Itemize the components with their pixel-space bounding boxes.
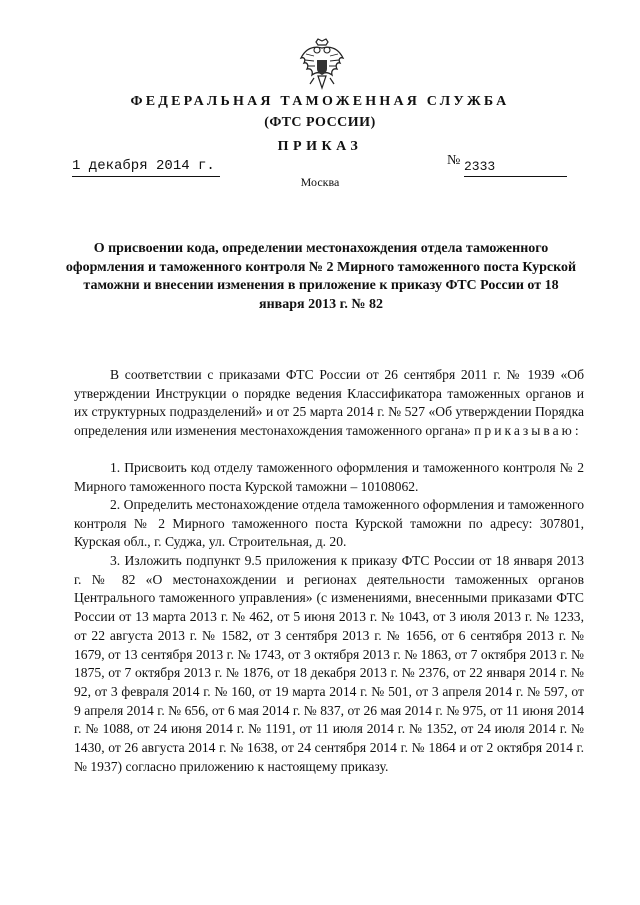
coat-of-arms-icon: [298, 38, 346, 94]
document-number: 2333: [464, 157, 567, 177]
document-date: 1 декабря 2014 г.: [72, 157, 220, 177]
document-number-label: №: [447, 153, 461, 168]
preamble-paragraph: [74, 366, 584, 441]
clause-2-paragraph: 2. Определить местонахождение отдела таможенного оформления и таможенного контроля № 2 Мирного таможенного поста Курской таможни по адресу: 307801, Курская обл., г. Суджа, ул. Строительная, д. 20.: [74, 497, 584, 550]
document-city: Москва: [300, 175, 340, 189]
organization-abbreviation: (ФТС РОССИИ): [264, 115, 376, 130]
clause-1-paragraph: 1. Присвоить код отделу таможенного оформления и таможенного контроля № 2 Мирного таможенного поста Курской таможни – 10108062.: [74, 460, 584, 494]
organization-name: ФЕДЕРАЛЬНАЯ ТАМОЖЕННАЯ СЛУЖБА: [130, 94, 510, 109]
document-type-title: ПРИКАЗ: [277, 139, 363, 154]
preamble-text: В соответствии с приказами ФТС России от 26 сентября 2011 г. № 1939 «Об утверждении Инструкции о порядке ведения Классификатора таможенных органов и их структурных подразделений» и от 25 марта 2014 г. № 527 «Об утверждении Порядка определения или изменения местонахождения таможенного органа»: [74, 367, 584, 439]
order-keyword: приказываю:: [474, 423, 582, 439]
clause-3-paragraph: 3. Изложить подпункт 9.5 приложения к приказу ФТС России от 18 января 2013 г. № 82 «О местонахождении и регионах деятельности таможенных органов Центрального таможенного управления» (с изменениями, внесенными приказами ФТС России от 13 марта 2013 г. № 462, от 5 июня 2013 г. № 1043, от 3 июля 2013 г. № 1233, от 22 августа 2013 г. № 1582, от 3 сентября 2013 г. № 1656, от 6 сентября 2013 г. № 1679, от 13 сентября 2013 г. № 1743, от 3 октября 2013 г. № 1863, от 7 октября 2013 г. № 1875, от 7 октября 2013 г. № 1876, от 18 декабря 2013 г. № 2376, от 22 января 2014 г. № 92, от 3 февраля 2014 г. № 160, от 19 марта 2014 г. № 501, от 3 апреля 2014 г. № 597, от 9 апреля 2014 г. № 656, от 6 мая 2014 г. № 837, от 26 мая 2014 г. № 975, от 11 июня 2014 г. № 1088, от 24 июня 2014 г. № 1191, от 11 июля 2014 г. № 1352, от 24 июля 2014 г. № 1430, от 26 августа 2014 г. № 1638, от 24 сентября 2014 г. № 1864 и от 2 октября 2014 г. № 1937) согласно приложению к настоящему приказу.: [74, 553, 584, 774]
document-subject-heading: О присвоении кода, определении местонахождения отдела таможенного оформления и таможенного контроля № 2 Мирного таможенного поста Курской таможни и внесении изменения в приложение к приказу ФТС России от 18 января 2013 г. № 82: [65, 241, 577, 312]
